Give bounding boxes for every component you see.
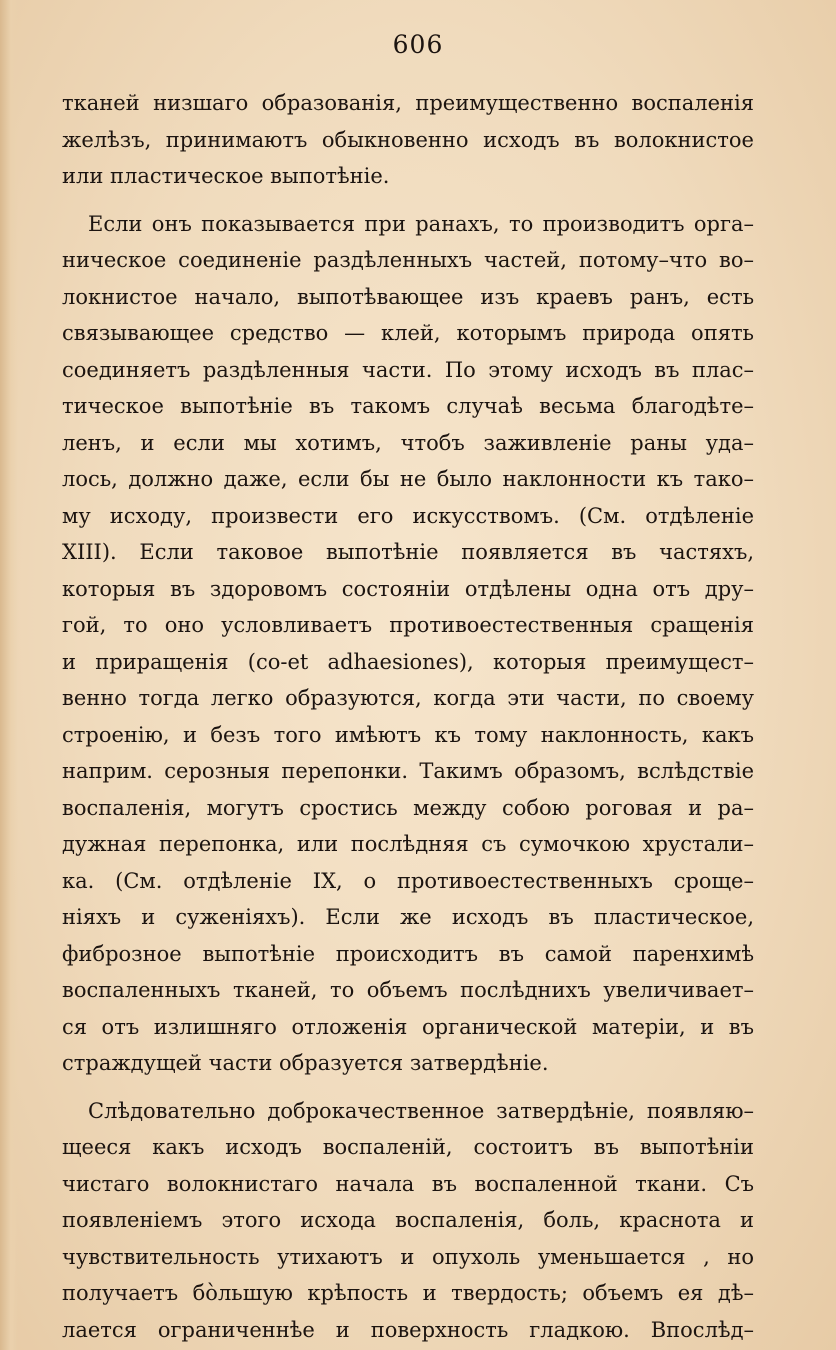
- text-line: связывающее средство — клей, которымъ природа опять: [62, 321, 754, 345]
- text-line: появленіемъ этого исхода воспаленія, боль, краснота и: [62, 1208, 754, 1232]
- text-line: тканей низшаго образованія, преимущественно воспаленія: [62, 91, 754, 115]
- text-line: получаетъ бо̀льшую крѣпость и твердость; объемъ ея дѣ–: [62, 1281, 754, 1305]
- text-line: желѣзъ, принимаютъ обыкновенно исходъ въ волокнистое: [62, 127, 754, 152]
- text-line: ніяхъ и суженіяхъ). Если же исходъ въ пластическое,: [62, 905, 754, 929]
- page-number: 606: [392, 30, 444, 59]
- text-line: и приращенія (co-et adhaesiones), которыя преимущест–: [62, 649, 754, 674]
- text-line: чистаго волокнистаго начала въ воспаленной ткани. Съ: [62, 1171, 754, 1196]
- text-line: чувствительность утихаютъ и опухоль уменьшается , но: [62, 1244, 754, 1269]
- text-line: гой, то оно условливаетъ противоестественныя сращенія: [62, 613, 754, 637]
- text-line: строенію, и безъ того имѣютъ къ тому наклонность, какъ: [62, 722, 754, 747]
- page-binding-shadow: [0, 0, 18, 1350]
- text-line: воспаленія, могутъ сростись между собою роговая и ра–: [62, 795, 754, 820]
- text-line: воспаленныхъ тканей, то объемъ послѣднихъ увеличивает–: [62, 978, 754, 1002]
- text-line: страждущей части образуется затвердѣніе.: [62, 1051, 549, 1075]
- text-line: лается ограниченнѣе и поверхность гладкою. Впослѣд–: [62, 1317, 754, 1342]
- text-line: тическое выпотѣніе въ такомъ случаѣ весьма благодѣте–: [62, 394, 754, 418]
- text-line: щееся какъ исходъ воспаленій, состоитъ въ выпотѣніи: [62, 1135, 754, 1159]
- text-line: или пластическое выпотѣніе.: [62, 164, 390, 188]
- text-line: Слѣдовательно доброкачественное затвердѣніе, появляю–: [88, 1098, 754, 1123]
- text-line: ся отъ излишняго отложенія органической матеріи, и въ: [62, 1014, 754, 1039]
- text-line: ка. (См. отдѣленіе IX, о противоестественныхъ сроще–: [62, 868, 754, 893]
- text-line: локнистое начало, выпотѣвающее изъ краевъ ранъ, есть: [62, 284, 754, 309]
- text-line: соединяетъ раздѣленныя части. По этому исходъ въ плас–: [62, 357, 754, 382]
- body-text: [62, 85, 754, 1348]
- text-line: наприм. серозныя перепонки. Такимъ образомъ, вслѣдствіе: [62, 759, 754, 783]
- text-line: дужная перепонка, или послѣдняя съ сумочкою хрустали–: [62, 832, 754, 856]
- text-line: лось, должно даже, если бы не было наклонности къ тако–: [62, 467, 754, 491]
- text-line: фиброзное выпотѣніе происходитъ въ самой паренхимѣ: [62, 941, 754, 966]
- text-line: которыя въ здоровомъ состояніи отдѣлены одна отъ дру–: [62, 576, 754, 601]
- text-line: ническое соединеніе раздѣленныхъ частей, потому–что во–: [62, 248, 754, 272]
- text-line: ленъ, и если мы хотимъ, чтобъ заживленіе раны уда–: [62, 430, 754, 455]
- paragraph-1: [62, 85, 754, 195]
- text-line: XIII). Если таковое выпотѣніе появляется въ частяхъ,: [62, 540, 754, 564]
- paragraph-2: [62, 206, 754, 1082]
- paragraph-3: [62, 1093, 754, 1349]
- text-line: му исходу, произвести его искусствомъ. (См. отдѣленіе: [62, 503, 754, 528]
- text-line: венно тогда легко образуются, когда эти части, по своему: [62, 686, 754, 710]
- text-line: Если онъ показывается при ранахъ, то производитъ орга–: [88, 211, 754, 236]
